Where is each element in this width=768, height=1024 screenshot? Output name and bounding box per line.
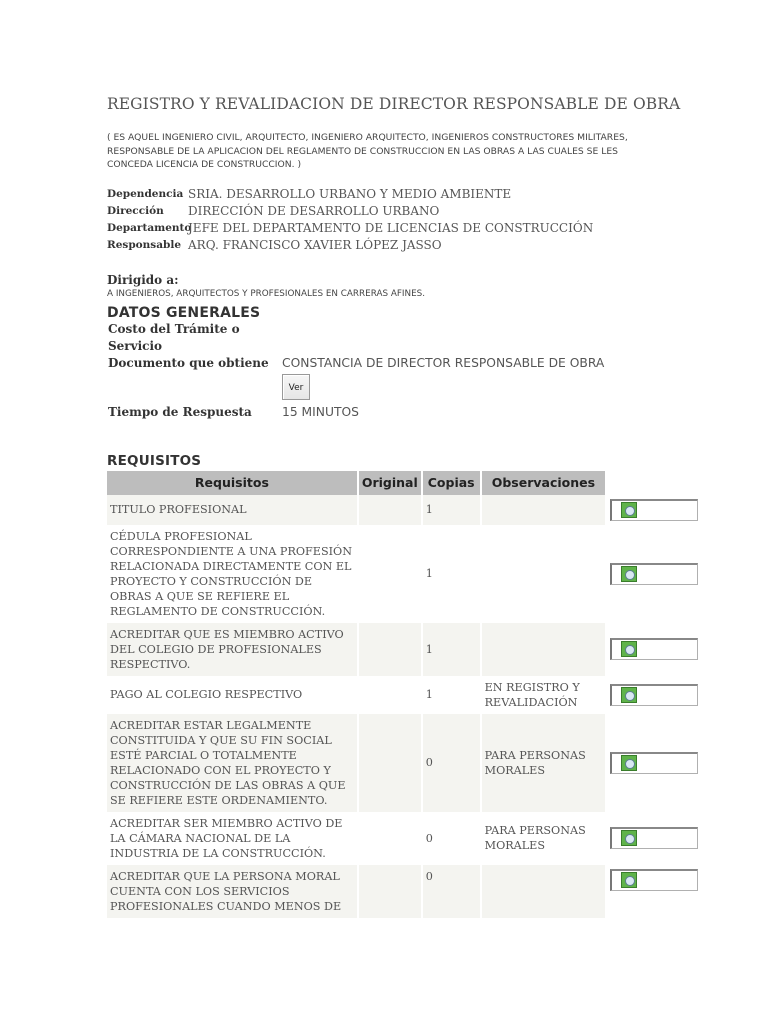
dirigido-value: A INGENIEROS, ARQUITECTOS Y PROFESIONALES EN CARRERAS AFINES. [107,288,426,299]
cell-original [359,623,421,676]
table-row [107,865,705,918]
cell-copias: 1 [423,495,480,525]
info-label: Responsable [107,238,182,251]
info-label: Departamento [107,221,192,234]
info-row-responsable [107,237,707,254]
cell-observaciones: PARA PERSONAS MORALES [482,714,606,812]
cell-original [359,495,421,525]
attachment-icon[interactable] [621,755,637,771]
attachment-icon[interactable] [621,687,637,703]
info-label: Dependencia [107,187,184,200]
cell-copias: 1 [423,623,480,676]
cell-requisito: PAGO AL COLEGIO RESPECTIVO [107,676,357,714]
cell-observaciones [482,865,606,918]
cell-observaciones: PARA PERSONAS MORALES [482,812,606,865]
table-header [107,471,705,495]
datos-generales-title: DATOS GENERALES [107,304,261,321]
attachment-icon[interactable] [621,566,637,582]
cell-original [359,865,421,918]
info-row-departamento [107,220,707,237]
documento-label: Documento que obtiene [108,355,269,370]
info-label: Dirección [107,204,164,217]
attachment-input[interactable] [610,499,698,521]
tiempo-row [108,404,707,421]
table-row [107,525,705,623]
attachment-icon[interactable] [621,502,637,518]
requisitos-title: REQUISITOS [107,452,202,469]
description: ( ES AQUEL INGENIERO CIVIL, ARQUITECTO, INGENIERO ARQUITECTO, INGENIEROS CONSTRUCTORES MILITARES, RESPONSABLE DE LA APLICACION DEL REGLAMENTO DE CONSTRUCCION EN LAS OBRAS A LAS CUALES SE LES CONCEDA LICENCIA DE CONSTRUCCION. ) [107,132,628,170]
requisitos-table [105,471,707,918]
table-row [107,623,705,676]
info-value: DIRECCIÓN DE DESARROLLO URBANO [188,203,440,218]
page-content [107,94,707,918]
cell-requisito: CÉDULA PROFESIONAL CORRESPONDIENTE A UNA PROFESIÓN RELACIONADA DIRECTAMENTE CON EL PROYECTO Y CONSTRUCCIÓN DE OBRAS A QUE SE REFIERE EL REGLAMENTO DE CONSTRUCCIÓN. [107,525,357,623]
cell-copias: 0 [423,865,480,918]
cell-original [359,676,421,714]
table-row [107,676,705,714]
cell-observaciones [482,623,606,676]
table-row [107,714,705,812]
documento-value: CONSTANCIA DE DIRECTOR RESPONSABLE DE OBRA [282,355,605,370]
header-observaciones: Observaciones [482,471,606,495]
attachment-icon[interactable] [621,830,637,846]
attachment-input[interactable] [610,752,698,774]
cell-original [359,812,421,865]
header-original: Original [359,471,421,495]
cell-copias: 0 [423,812,480,865]
info-block [107,186,707,254]
cell-original [359,714,421,812]
info-row-direccion [107,203,707,220]
attachment-input[interactable] [610,684,698,706]
cell-original [359,525,421,623]
cell-observaciones [482,495,606,525]
cell-requisito: ACREDITAR QUE ES MIEMBRO ACTIVO DEL COLEGIO DE PROFESIONALES RESPECTIVO. [107,623,357,676]
tiempo-label: Tiempo de Respuesta [108,404,252,419]
dirigido-label: Dirigido a: [107,272,179,287]
costo-row [108,321,707,355]
attachment-icon[interactable] [621,872,637,888]
attachment-icon[interactable] [621,641,637,657]
cell-copias: 1 [423,525,480,623]
dirigido-block [107,272,707,301]
attachment-input[interactable] [610,638,698,660]
cell-requisito: ACREDITAR ESTAR LEGALMENTE CONSTITUIDA Y QUE SU FIN SOCIAL ESTÉ PARCIAL O TOTALMENTE RELACIONADO CON EL PROYECTO Y CONSTRUCCIÓN DE LAS OBRAS A QUE SE REFIERE ESTE ORDENAMIENTO. [107,714,357,812]
info-value: SRIA. DESARROLLO URBANO Y MEDIO AMBIENTE [188,186,512,201]
table-row [107,495,705,525]
cell-copias: 1 [423,676,480,714]
info-value: JEFE DEL DEPARTAMENTO DE LICENCIAS DE CONSTRUCCIÓN [188,220,594,235]
cell-observaciones: EN REGISTRO Y REVALIDACIÓN [482,676,606,714]
cell-requisito: ACREDITAR SER MIEMBRO ACTIVO DE LA CÁMARA NACIONAL DE LA INDUSTRIA DE LA CONSTRUCCIÓN. [107,812,357,865]
info-value: ARQ. FRANCISCO XAVIER LÓPEZ JASSO [188,237,442,252]
table-row [107,812,705,865]
attachment-input[interactable] [610,563,698,585]
attachment-input[interactable] [610,869,698,891]
ver-button[interactable]: Ver [282,374,310,400]
info-row-dependencia [107,186,707,203]
costo-label: Costo del Trámite o Servicio [108,321,240,353]
header-requisitos: Requisitos [107,471,357,495]
header-copias: Copias [423,471,480,495]
attachment-input[interactable] [610,827,698,849]
cell-observaciones [482,525,606,623]
cell-requisito: TITULO PROFESIONAL [107,495,357,525]
cell-requisito: ACREDITAR QUE LA PERSONA MORAL CUENTA CON LOS SERVICIOS PROFESIONALES CUANDO MENOS DE [107,865,357,918]
cell-copias: 0 [423,714,480,812]
tiempo-value: 15 MINUTOS [282,404,359,419]
documento-row [108,355,707,400]
page-title: REGISTRO Y REVALIDACION DE DIRECTOR RESPONSABLE DE OBRA [107,95,681,113]
